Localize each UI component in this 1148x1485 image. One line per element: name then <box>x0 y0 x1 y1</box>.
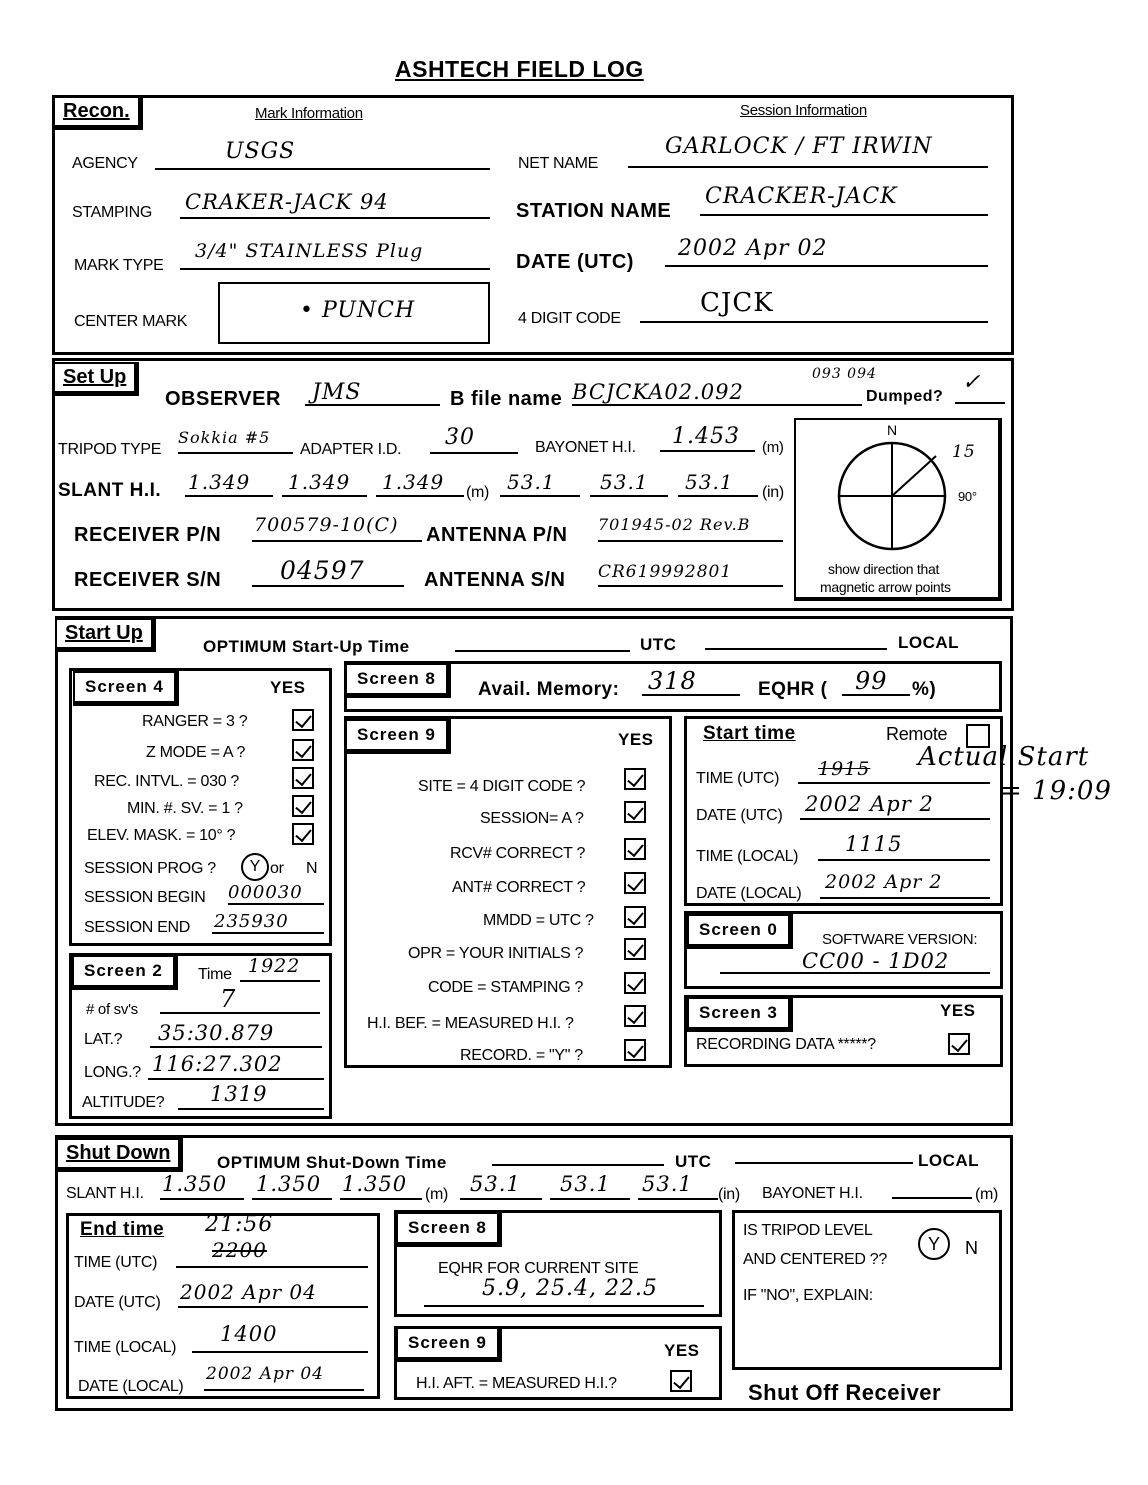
four-digit-code-label: 4 DIGIT CODE <box>518 310 621 327</box>
screen2-sv-line <box>160 1012 320 1014</box>
antenna-sn-value[interactable]: CR619992801 <box>598 562 733 582</box>
screen2-time-value[interactable]: 1922 <box>248 955 301 977</box>
start-time-local-label: TIME (LOCAL) <box>696 848 799 865</box>
screen9-item-rcv: RCV# CORRECT ? <box>450 845 586 862</box>
agency-label: AGENCY <box>72 155 138 172</box>
recon-tab: Recon. <box>53 96 143 130</box>
screen9-item-mmdd: MMDD = UTC ? <box>483 912 594 929</box>
screen2-alt-line <box>178 1108 324 1110</box>
mark-type-line <box>180 268 490 270</box>
hi-aft-label: H.I. AFT. = MEASURED H.I.? <box>416 1375 617 1392</box>
actual-start-value[interactable]: = 19:09 <box>1000 776 1112 806</box>
station-name-line <box>700 214 988 216</box>
screen3-yes: YES <box>940 1001 976 1020</box>
screen4-check-minsv[interactable] <box>292 795 314 817</box>
startup-tab: Start Up <box>55 618 156 652</box>
shutdown-bayonet-unit: (m) <box>975 1186 999 1203</box>
start-date-local-label: DATE (LOCAL) <box>696 885 802 902</box>
startup-utc-label: UTC <box>640 635 677 654</box>
actual-start-note[interactable]: Actual Start <box>918 742 1090 772</box>
slant-in1-line <box>500 495 580 497</box>
four-digit-code-value[interactable]: CJCK <box>700 288 774 318</box>
screen4-check-ranger[interactable] <box>292 709 314 731</box>
screen4-item-elev: ELEV. MASK. = 10° ? <box>87 827 236 844</box>
tripod-type-value[interactable]: Sokkia #5 <box>178 428 271 447</box>
start-date-local-value[interactable]: 2002 Apr 2 <box>825 871 943 893</box>
startup-local-label: LOCAL <box>898 633 960 652</box>
stamping-line <box>180 217 490 219</box>
center-mark-label: CENTER MARK <box>74 313 188 330</box>
compass-note-2: magnetic arrow points <box>820 579 951 595</box>
screen9-end-yes: YES <box>664 1341 700 1360</box>
shutdown-slant-in1-value[interactable]: 53.1 <box>470 1172 521 1196</box>
station-name-value[interactable]: CRACKER-JACK <box>705 184 898 209</box>
antenna-sn-label: ANTENNA S/N <box>424 569 566 591</box>
screen2-lat-value[interactable]: 35:30.879 <box>158 1021 275 1045</box>
end-date-local-line <box>204 1389 364 1391</box>
screen9-start-yes: YES <box>618 730 654 749</box>
optimum-startup-label: OPTIMUM Start-Up Time <box>203 637 410 656</box>
screen2-title: Screen 2 <box>72 955 178 990</box>
screen2-long-line <box>148 1078 324 1080</box>
optimum-startup-local-line <box>705 648 887 650</box>
shutdown-utc-label: UTC <box>675 1152 712 1171</box>
shutdown-slant-in3-line <box>638 1198 718 1200</box>
bayonet-hi-line <box>660 450 755 452</box>
end-time-local-value[interactable]: 1400 <box>220 1322 278 1346</box>
start-date-utc-line <box>800 818 990 820</box>
start-time-utc-value[interactable]: 1915 <box>818 758 871 780</box>
screen9-start-title: Screen 9 <box>345 719 451 754</box>
four-digit-code-line <box>640 321 988 323</box>
tripod-explain-label: IF "NO", EXPLAIN: <box>743 1287 873 1304</box>
slant-unit-in: (in) <box>762 484 784 501</box>
session-begin-line <box>228 903 324 905</box>
end-date-utc-line <box>178 1306 368 1308</box>
end-time-local-line <box>192 1351 368 1353</box>
screen9-item-session: SESSION= A ? <box>480 810 584 827</box>
screen9-check-ant[interactable] <box>624 872 646 894</box>
end-date-utc-label: DATE (UTC) <box>74 1294 161 1311</box>
tripod-level-no[interactable]: N <box>965 1238 978 1258</box>
eqhr-current-site-value[interactable]: 5.9, 25.4, 22.5 <box>482 1276 658 1301</box>
shutdown-slant-m2-line <box>252 1198 332 1200</box>
screen9-item-site: SITE = 4 DIGIT CODE ? <box>418 778 586 795</box>
screen9-item-code: CODE = STAMPING ? <box>428 979 584 996</box>
screen9-item-record: RECORD. = "Y" ? <box>460 1047 583 1064</box>
screen2-long-label: LONG.? <box>84 1064 141 1081</box>
screen4-check-interval[interactable] <box>292 767 314 789</box>
session-info-heading: Session Information <box>740 102 867 119</box>
slant-m3-line <box>376 495 464 497</box>
slant-m2-value[interactable]: 1.349 <box>288 470 351 494</box>
screen4-item-zmode: Z MODE = A ? <box>146 744 246 761</box>
bfile-line <box>572 404 862 406</box>
bayonet-hi-value[interactable]: 1.453 <box>672 424 740 449</box>
screen2-sv-value[interactable]: 7 <box>220 985 237 1013</box>
screen2-alt-value[interactable]: 1319 <box>210 1082 268 1106</box>
screen4-check-zmode[interactable] <box>292 739 314 761</box>
optimum-startup-utc-line <box>455 650 630 652</box>
end-time-corrected[interactable]: 21:56 <box>205 1212 274 1237</box>
shutdown-slant-m3-line <box>340 1198 422 1200</box>
shutdown-slant-in2-value[interactable]: 53.1 <box>560 1172 611 1196</box>
screen0-title: Screen 0 <box>687 914 793 949</box>
compass-note-1: show direction that <box>828 561 940 577</box>
eqhr-label: EQHR ( <box>758 679 828 700</box>
tripod-level-yes-circle[interactable]: Y <box>918 1228 950 1260</box>
screen3-title: Screen 3 <box>687 997 793 1032</box>
recording-data-label: RECORDING DATA *****? <box>696 1036 876 1053</box>
session-prog-yes-circle[interactable]: Y <box>241 853 269 881</box>
optimum-shutdown-local-line <box>735 1162 913 1164</box>
agency-value[interactable]: USGS <box>225 139 296 164</box>
date-utc-label: DATE (UTC) <box>516 251 634 273</box>
shutdown-tab: Shut Down <box>56 1138 183 1172</box>
session-prog-or: or <box>270 860 284 877</box>
end-date-local-label: DATE (LOCAL) <box>78 1378 184 1395</box>
compass-degrees[interactable]: 15 <box>952 442 976 462</box>
antenna-sn-line <box>598 585 783 587</box>
end-time-title: End time <box>80 1219 165 1240</box>
start-date-local-line <box>820 897 990 899</box>
screen9-check-rcv[interactable] <box>624 838 646 860</box>
shut-off-receiver: Shut Off Receiver <box>748 1380 942 1405</box>
shutdown-slant-m1-line <box>160 1198 244 1200</box>
slant-in3-line <box>678 495 758 497</box>
optimum-shutdown-label: OPTIMUM Shut-Down Time <box>217 1153 447 1172</box>
screen9-item-hi-bef: H.I. BEF. = MEASURED H.I. ? <box>367 1015 574 1032</box>
screen2-sv-label: # of sv's <box>86 1001 138 1018</box>
start-time-local-value[interactable]: 1115 <box>845 832 903 856</box>
stamping-label: STAMPING <box>72 204 152 221</box>
software-version-label: SOFTWARE VERSION: <box>822 931 978 948</box>
date-utc-value[interactable]: 2002 Apr 02 <box>678 236 828 261</box>
tripod-level-line2: AND CENTERED ?? <box>743 1251 887 1268</box>
compass-icon <box>832 436 972 556</box>
dumped-label: Dumped? <box>866 388 944 405</box>
net-name-label: NET NAME <box>518 155 598 172</box>
slant-in3-value[interactable]: 53.1 <box>685 470 734 494</box>
session-end-label: SESSION END <box>84 919 191 936</box>
bayonet-hi-label: BAYONET H.I. <box>535 439 636 456</box>
screen4-item-ranger: RANGER = 3 ? <box>142 713 248 730</box>
screen9-check-opr[interactable] <box>624 938 646 960</box>
shutdown-slant-m3-value[interactable]: 1.350 <box>342 1172 408 1196</box>
end-time-utc-line <box>176 1266 368 1268</box>
start-time-utc-line <box>798 782 990 784</box>
start-time-utc-label: TIME (UTC) <box>696 770 780 787</box>
slant-m1-line <box>185 495 273 497</box>
screen9-item-opr: OPR = YOUR INITIALS ? <box>408 945 584 962</box>
end-time-local-label: TIME (LOCAL) <box>74 1339 177 1356</box>
antenna-pn-line <box>598 540 783 542</box>
slant-hi-label: SLANT H.I. <box>58 480 162 501</box>
start-time-local-line <box>818 859 990 861</box>
observer-value[interactable]: JMS <box>312 380 362 405</box>
session-begin-value[interactable]: 000030 <box>228 882 303 903</box>
agency-line <box>155 168 490 170</box>
session-prog-no[interactable]: N <box>306 860 318 877</box>
bfile-label: B file name <box>450 388 563 410</box>
shutdown-bayonet-label: BAYONET H.I. <box>762 1185 863 1202</box>
adapter-id-line <box>430 452 518 454</box>
hi-aft-check[interactable] <box>670 1370 692 1392</box>
antenna-pn-label: ANTENNA P/N <box>426 524 568 546</box>
session-begin-label: SESSION BEGIN <box>84 889 206 906</box>
eqhr-current-site-label: EQHR FOR CURRENT SITE <box>438 1260 639 1277</box>
receiver-pn-line <box>252 540 422 542</box>
tripod-type-label: TRIPOD TYPE <box>58 441 162 458</box>
screen8-start-title: Screen 8 <box>345 663 451 698</box>
slant-m1-value[interactable]: 1.349 <box>188 470 251 494</box>
eqhr-current-site-line <box>424 1305 704 1307</box>
start-time-title: Start time <box>703 723 796 744</box>
screen4-item-interval: REC. INTVL. = 030 ? <box>94 773 240 790</box>
receiver-pn-value[interactable]: 700579-10(C) <box>254 514 399 536</box>
date-utc-line <box>665 265 988 267</box>
screen4-title: Screen 4 <box>73 671 179 706</box>
screen9-check-hi-bef[interactable] <box>624 1005 646 1027</box>
bayonet-unit: (m) <box>762 439 784 456</box>
slant-m2-line <box>282 495 367 497</box>
screen2-lat-label: LAT.? <box>84 1031 123 1048</box>
screen2-time-line <box>240 980 320 982</box>
receiver-sn-line <box>252 585 404 587</box>
bfile-extra: 093 094 <box>812 366 877 382</box>
slant-in1-value[interactable]: 53.1 <box>507 470 556 494</box>
software-version-value[interactable]: CC00 - 1D02 <box>802 949 950 973</box>
optimum-shutdown-utc-line <box>492 1164 664 1166</box>
page-title: ASHTECH FIELD LOG <box>395 56 644 82</box>
shutdown-slant-unit-in: (in) <box>718 1186 740 1203</box>
screen2-alt-label: ALTITUDE? <box>82 1094 165 1111</box>
shutdown-slant-m1-value[interactable]: 1.350 <box>162 1172 228 1196</box>
avail-memory-label: Avail. Memory: <box>478 679 620 700</box>
mark-type-label: MARK TYPE <box>74 257 164 274</box>
compass-90: 90° <box>958 489 977 504</box>
shutdown-local-label: LOCAL <box>918 1151 980 1170</box>
end-time-utc-label: TIME (UTC) <box>74 1254 158 1271</box>
screen9-check-site[interactable] <box>624 768 646 790</box>
slant-m3-value[interactable]: 1.349 <box>382 470 445 494</box>
slant-in2-line <box>590 495 668 497</box>
end-date-utc-value[interactable]: 2002 Apr 04 <box>180 1280 317 1304</box>
receiver-sn-label: RECEIVER S/N <box>74 569 222 591</box>
tripod-type-line <box>178 452 293 454</box>
adapter-id-label: ADAPTER I.D. <box>300 441 402 458</box>
screen9-check-mmdd[interactable] <box>624 906 646 928</box>
screen2-time-label: Time <box>198 966 232 983</box>
center-mark-value[interactable]: • PUNCH <box>300 298 416 323</box>
observer-label: OBSERVER <box>165 388 281 410</box>
mark-type-value[interactable]: 3/4" STAINLESS Plug <box>195 240 424 262</box>
antenna-pn-value[interactable]: 701945-02 Rev.B <box>598 515 751 534</box>
dumped-line <box>955 402 1005 404</box>
screen9-check-code[interactable] <box>624 972 646 994</box>
screen9-check-session[interactable] <box>624 801 646 823</box>
bfile-value[interactable]: BCJCKA02.092 <box>572 380 744 404</box>
setup-tab: Set Up <box>53 362 139 396</box>
avail-memory-value[interactable]: 318 <box>648 667 697 695</box>
shutdown-slant-unit-m: (m) <box>425 1186 449 1203</box>
session-prog-label: SESSION PROG ? <box>84 860 216 877</box>
receiver-pn-label: RECEIVER P/N <box>74 524 222 546</box>
screen4-yes: YES <box>270 678 306 697</box>
adapter-id-value[interactable]: 30 <box>445 425 475 450</box>
compass-north: N <box>887 422 897 438</box>
session-end-line <box>212 932 324 934</box>
end-time-utc-value[interactable]: 2200 <box>212 1238 267 1262</box>
start-date-utc-label: DATE (UTC) <box>696 807 783 824</box>
screen4-item-minsv: MIN. #. SV. = 1 ? <box>127 800 243 817</box>
screen2-lat-line <box>150 1046 322 1048</box>
stamping-value[interactable]: CRAKER-JACK 94 <box>185 190 389 214</box>
screen8-end-title: Screen 8 <box>396 1212 502 1247</box>
end-date-local-value[interactable]: 2002 Apr 04 <box>206 1364 324 1384</box>
shutdown-slant-in2-line <box>550 1198 630 1200</box>
receiver-sn-value[interactable]: 04597 <box>280 556 365 585</box>
shutdown-slant-label: SLANT H.I. <box>66 1185 144 1202</box>
shutdown-slant-in1-line <box>460 1198 542 1200</box>
screen4-check-elev[interactable] <box>292 823 314 845</box>
eqhr-unit: %) <box>912 679 937 700</box>
eqhr-value[interactable]: 99 <box>855 667 888 695</box>
mark-info-heading: Mark Information <box>255 105 363 122</box>
recording-data-check[interactable] <box>948 1033 970 1055</box>
net-name-line <box>628 166 988 168</box>
shutdown-bayonet-line <box>892 1197 972 1199</box>
screen9-check-record[interactable] <box>624 1039 646 1061</box>
start-date-utc-value[interactable]: 2002 Apr 2 <box>805 792 934 816</box>
shutdown-slant-m2-value[interactable]: 1.350 <box>256 1172 322 1196</box>
shutdown-slant-in3-value[interactable]: 53.1 <box>642 1172 693 1196</box>
net-name-value[interactable]: GARLOCK / FT IRWIN <box>665 134 933 159</box>
screen2-long-value[interactable]: 116:27.302 <box>152 1052 283 1076</box>
slant-unit-m: (m) <box>466 484 490 501</box>
remote-label: Remote <box>886 724 948 744</box>
dumped-value[interactable]: ✓ <box>962 370 982 395</box>
screen9-item-ant: ANT# CORRECT ? <box>452 879 586 896</box>
station-name-label: STATION NAME <box>516 200 672 222</box>
slant-in2-value[interactable]: 53.1 <box>600 470 649 494</box>
session-end-value[interactable]: 235930 <box>214 911 289 932</box>
tripod-level-line1: IS TRIPOD LEVEL <box>743 1222 873 1239</box>
screen9-end-title: Screen 9 <box>396 1327 502 1362</box>
